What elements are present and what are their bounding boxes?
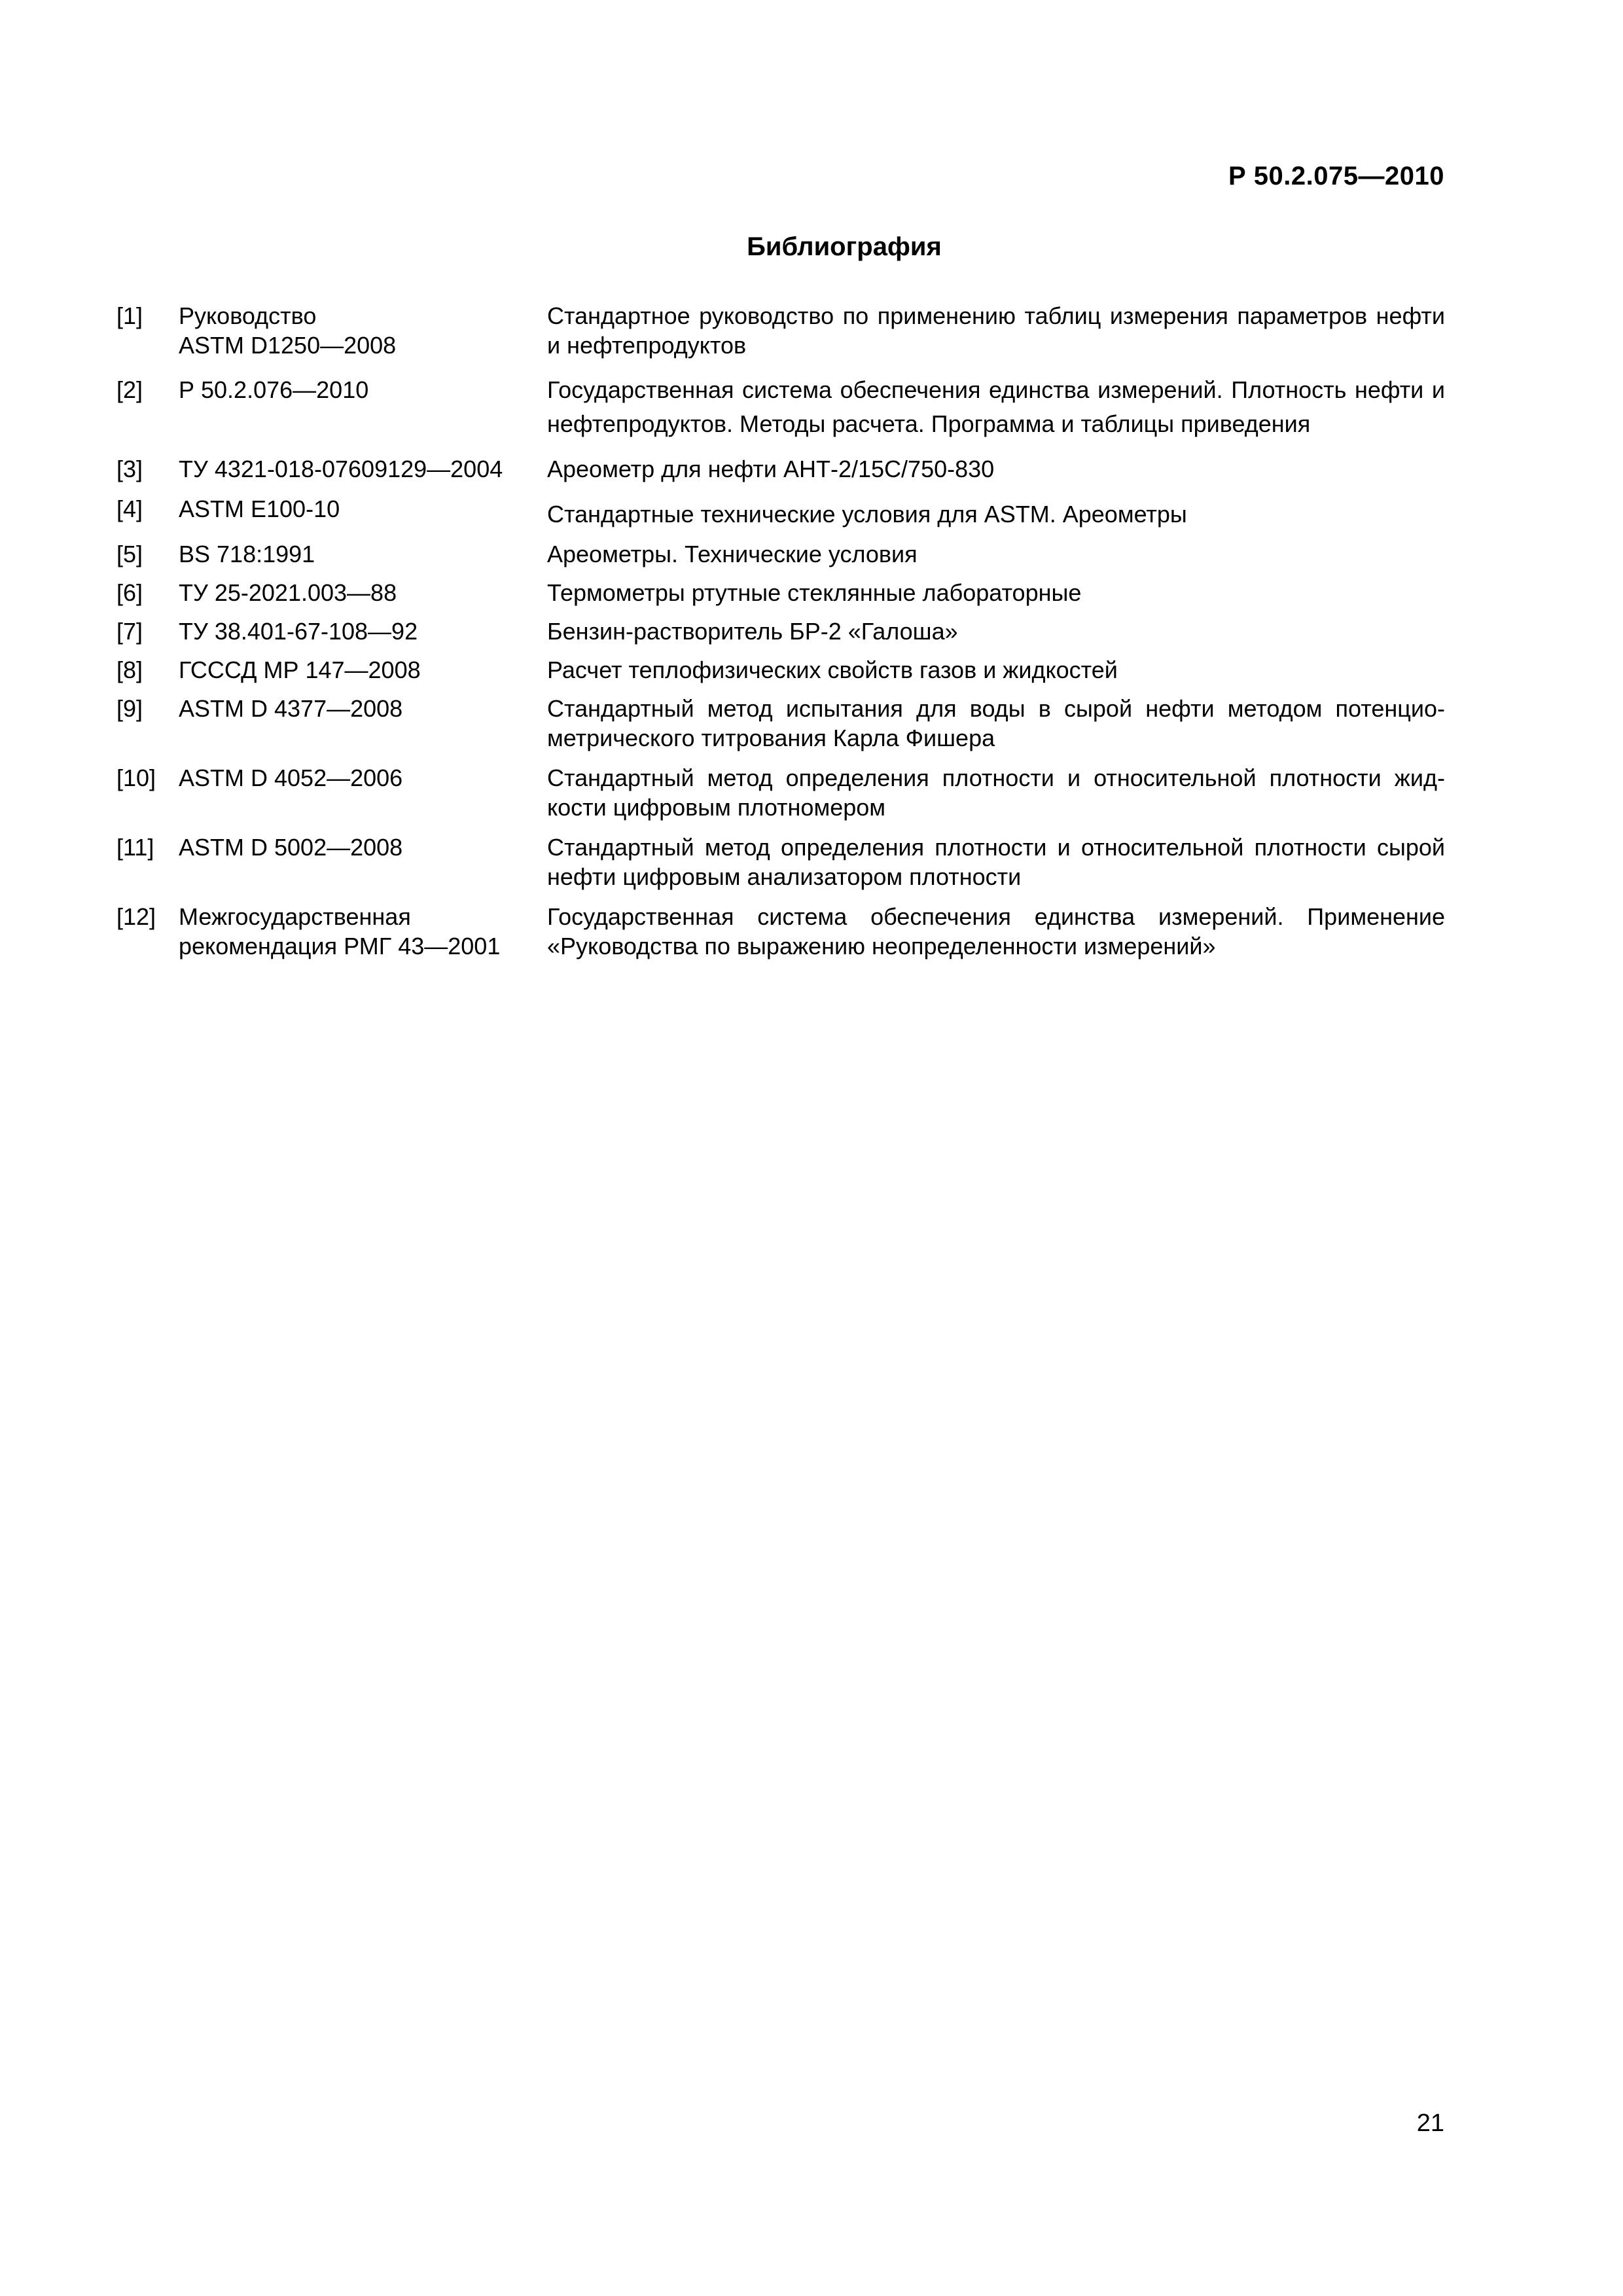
entry-number: [8] bbox=[116, 656, 143, 683]
entry-title: Термометры ртутные стеклянные лабораторные bbox=[547, 579, 1082, 606]
entry-title: Ареометр для нефти АНТ-2/15С/750-830 bbox=[547, 456, 995, 482]
entry-title: Расчет теплофизических свойств газов и жидкостей bbox=[547, 656, 1118, 683]
entry-reference: Руководство ASTM D1250—2008 bbox=[179, 302, 397, 359]
entry-title: Стандартный метод испытания для воды в сырой нефти методом потенцио-метрического титрования Карла Фишера bbox=[547, 695, 1445, 751]
entry-number: [9] bbox=[116, 695, 143, 722]
bibliography-entry bbox=[116, 833, 1445, 891]
bibliography-entry bbox=[116, 578, 1445, 607]
entry-number: [10] bbox=[116, 764, 156, 791]
entry-title: Ареометры. Технические условия bbox=[547, 541, 918, 567]
entry-number: [4] bbox=[116, 495, 143, 522]
page-number: 21 bbox=[1416, 2109, 1444, 2137]
document-code: Р 50.2.075—2010 bbox=[1228, 162, 1444, 190]
entry-reference: ASTM D 5002—2008 bbox=[179, 834, 403, 861]
entry-number: [11] bbox=[116, 834, 154, 861]
entry-number: [5] bbox=[116, 541, 143, 567]
bibliography-entry bbox=[116, 617, 1445, 646]
entry-number: [12] bbox=[116, 903, 156, 930]
bibliography-entry bbox=[116, 902, 1445, 961]
entry-reference: Р 50.2.076—2010 bbox=[179, 376, 369, 403]
bibliography-entry bbox=[116, 655, 1445, 685]
entry-title: Стандартное руководство по применению таблиц измерения параметров нефти и нефтепродуктов bbox=[547, 302, 1445, 359]
entry-reference: BS 718:1991 bbox=[179, 541, 315, 567]
bibliography-entry bbox=[116, 494, 1445, 529]
entry-title: Стандартные технические условия для ASTM. Ареометры bbox=[547, 501, 1187, 528]
entry-reference: ТУ 4321-018-07609129—2004 bbox=[179, 456, 503, 482]
entry-reference: ГСССД МР 147—2008 bbox=[179, 656, 421, 683]
entry-number: [2] bbox=[116, 376, 143, 403]
entry-reference: ASTM E100-10 bbox=[179, 495, 340, 522]
entry-title: Государственная система обеспечения единства измерений. Плотность нефти и нефтепродуктов. Методы расчета. Программа и таблицы приведения bbox=[547, 376, 1445, 437]
entry-title: Государственная система обеспечения единства измерений. Применение «Руководства по выражению неопределенности измерений» bbox=[547, 903, 1445, 960]
entry-reference: Межгосударственная рекомендация РМГ 43—2001 bbox=[179, 903, 501, 960]
entry-title: Стандартный метод определения плотности и относительной плотности сырой нефти цифровым анализатором плотности bbox=[547, 834, 1445, 890]
entry-number: [6] bbox=[116, 579, 143, 606]
bibliography-entry bbox=[116, 454, 1445, 484]
bibliography-entry bbox=[116, 301, 1445, 360]
entry-title: Стандартный метод определения плотности и относительной плотности жид-кости цифровым плотномером bbox=[547, 764, 1445, 821]
entry-number: [3] bbox=[116, 456, 143, 482]
bibliography-entry bbox=[116, 694, 1445, 753]
entry-title: Бензин-растворитель БР-2 «Галоша» bbox=[547, 618, 958, 645]
bibliography-entry bbox=[116, 539, 1445, 569]
section-title: Библиография bbox=[747, 232, 942, 261]
bibliography-entry bbox=[116, 763, 1445, 822]
entry-number: [1] bbox=[116, 302, 143, 329]
entry-reference: ТУ 25-2021.003—88 bbox=[179, 579, 397, 606]
entry-reference: ASTM D 4052—2006 bbox=[179, 764, 403, 791]
entry-reference: ASTM D 4377—2008 bbox=[179, 695, 403, 722]
bibliography-list bbox=[116, 301, 1445, 961]
entry-reference: ТУ 38.401-67-108—92 bbox=[179, 618, 418, 645]
bibliography-entry bbox=[116, 373, 1445, 441]
entry-number: [7] bbox=[116, 618, 143, 645]
